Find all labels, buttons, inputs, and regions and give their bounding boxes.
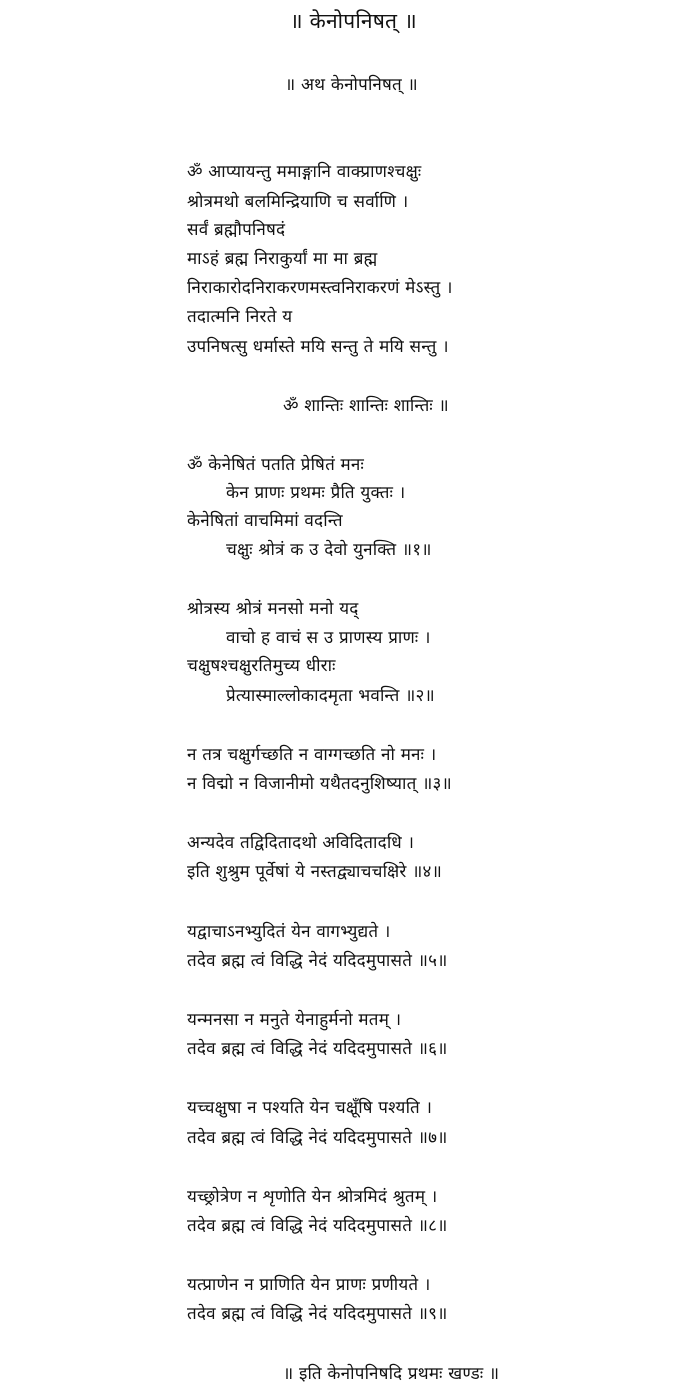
- shanti-line-6: तदात्मनि निरते य: [187, 307, 293, 327]
- shanti-line-4: माऽहं ब्रह्म निराकुर्यां मा मा ब्रह्म: [187, 249, 378, 269]
- page-title: ॥ केनोपनिषत् ॥: [290, 9, 417, 33]
- verse-5-line-2: तदेव ब्रह्म त्वं विद्धि नेदं यदिदमुपासते ॥५॥: [187, 951, 448, 971]
- verse-8-line-2: तदेव ब्रह्म त्वं विद्धि नेदं यदिदमुपासते ॥८॥: [187, 1216, 448, 1236]
- closing-colophon: ॥ इति केनोपनिषदि प्रथमः खण्डः ॥: [283, 1364, 500, 1384]
- verse-1-line-3: केनेषितां वाचमिमां वदन्ति: [187, 511, 343, 531]
- shanti-line-3: सर्वं ब्रह्मौपनिषदं: [187, 220, 286, 240]
- verse-7-line-1: यच्चक्षुषा न पश्यति येन चक्षूँषि पश्यति ।: [187, 1098, 433, 1118]
- subtitle: ॥ अथ केनोपनिषत् ॥: [285, 75, 418, 95]
- verse-1-line-2: केन प्राणः प्रथमः प्रैति युक्तः ।: [226, 483, 406, 503]
- verse-2-line-2: वाचो ह वाचं स उ प्राणस्य प्राणः ।: [226, 628, 431, 648]
- shanti-line-5: निराकारोदनिराकरणमस्त्वनिराकरणं मेऽस्तु ।: [187, 278, 453, 298]
- verse-2-line-4: प्रेत्यास्माल्लोकादमृता भवन्ति ॥२॥: [226, 686, 435, 706]
- verse-7-line-2: तदेव ब्रह्म त्वं विद्धि नेदं यदिदमुपासते ॥७॥: [187, 1128, 448, 1148]
- verse-1-line-4: चक्षुः श्रोत्रं क उ देवो युनक्ति ॥१॥: [226, 540, 432, 560]
- verse-6-line-2: तदेव ब्रह्म त्वं विद्धि नेदं यदिदमुपासते ॥६॥: [187, 1039, 448, 1059]
- verse-2-line-3: चक्षुषश्चक्षुरतिमुच्य धीराः: [187, 656, 336, 676]
- verse-9-line-2: तदेव ब्रह्म त्वं विद्धि नेदं यदिदमुपासते ॥९॥: [187, 1304, 448, 1324]
- shanti-close: ॐ शान्तिः शान्तिः शान्तिः ॥: [283, 396, 449, 416]
- verse-4-line-2: इति शुश्रुम पूर्वेषां ये नस्तद्व्याचचक्षिरे ॥४॥: [187, 862, 442, 882]
- verse-4-line-1: अन्यदेव तद्विदितादथो अविदितादधि ।: [187, 833, 415, 853]
- verse-9-line-1: यत्प्राणेन न प्राणिति येन प्राणः प्रणीयते ।: [187, 1275, 431, 1295]
- verse-8-line-1: यच्छ्रोत्रेण न शृणोति येन श्रोत्रमिदं श्रुतम् ।: [187, 1187, 438, 1207]
- verse-2-line-1: श्रोत्रस्य श्रोत्रं मनसो मनो यद्: [187, 599, 359, 619]
- shanti-line-7: उपनिषत्सु धर्मास्ते मयि सन्तु ते मयि सन्तु ।: [187, 337, 449, 357]
- verse-3-line-1: न तत्र चक्षुर्गच्छति न वाग्गच्छति नो मनः ।: [187, 745, 437, 765]
- shanti-line-1: ॐ आप्यायन्तु ममाङ्गानि वाक्प्राणश्चक्षुः: [187, 162, 422, 182]
- verse-5-line-1: यद्वाचाऽनभ्युदितं येन वागभ्युद्यते ।: [187, 922, 391, 942]
- verse-3-line-2: न विद्मो न विजानीमो यथैतदनुशिष्यात् ॥३॥: [187, 774, 452, 794]
- shanti-line-2: श्रोत्रमथो बलमिन्द्रियाणि च सर्वाणि ।: [187, 192, 409, 212]
- verse-1-line-1: ॐ केनेषितं पतति प्रेषितं मनः: [187, 455, 364, 475]
- verse-6-line-1: यन्मनसा न मनुते येनाहुर्मनो मतम् ।: [187, 1010, 402, 1030]
